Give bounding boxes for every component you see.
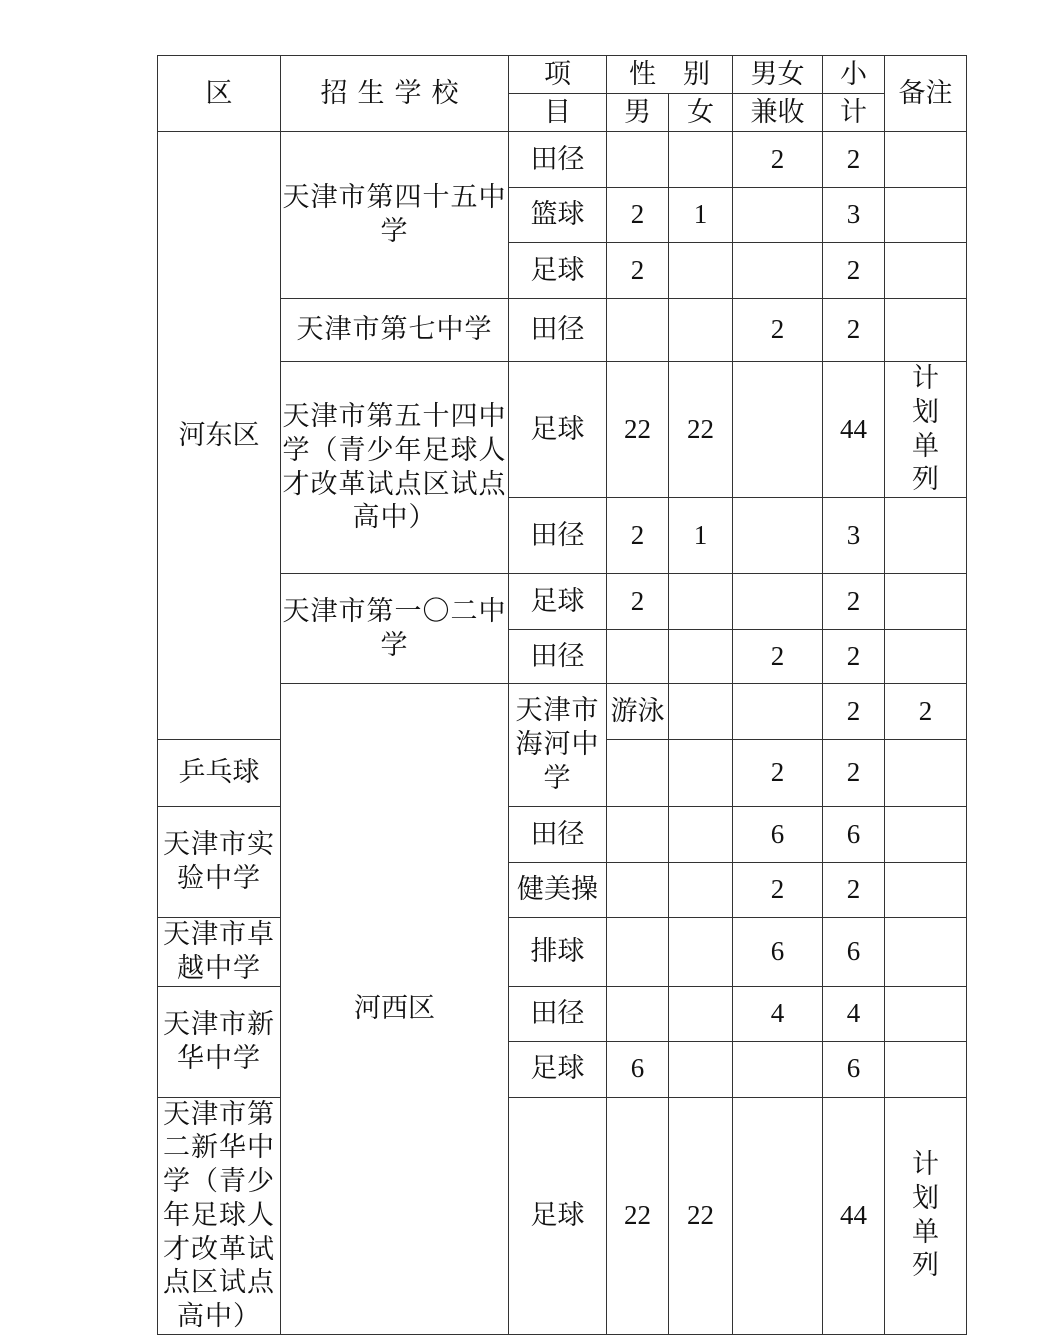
male-cell	[669, 684, 733, 740]
sport-cell: 田径	[509, 299, 607, 362]
subtotal-cell: 4	[823, 986, 885, 1041]
subtotal-cell: 2	[823, 132, 885, 188]
subtotal-cell: 2	[823, 630, 885, 684]
sport-cell: 游泳	[607, 684, 669, 740]
female-cell	[669, 986, 733, 1041]
remark-cell	[885, 574, 967, 630]
mixed-cell	[733, 498, 823, 574]
school-cell: 天津市第一〇二中学	[281, 574, 509, 684]
school-cell: 天津市卓越中学	[158, 918, 281, 987]
female-cell: 22	[669, 1097, 733, 1334]
header-project-top: 项	[509, 56, 607, 94]
mixed-cell	[733, 574, 823, 630]
mixed-cell: 2	[733, 630, 823, 684]
sport-cell: 足球	[509, 243, 607, 299]
school-cell: 天津市海河中学	[509, 684, 607, 807]
female-cell: 1	[669, 188, 733, 243]
subtotal-cell: 44	[823, 1097, 885, 1334]
male-cell	[607, 918, 669, 987]
mixed-cell	[733, 188, 823, 243]
sport-cell: 田径	[509, 807, 607, 863]
sport-cell: 排球	[509, 918, 607, 987]
male-cell: 2	[607, 188, 669, 243]
remark-cell	[885, 986, 967, 1041]
female-cell	[733, 684, 823, 740]
mixed-cell: 6	[733, 918, 823, 987]
table-row	[158, 807, 967, 863]
subtotal-cell: 3	[823, 188, 885, 243]
mixed-cell: 2	[733, 863, 823, 918]
subtotal-cell: 6	[823, 918, 885, 987]
remark-cell	[885, 243, 967, 299]
female-cell	[669, 243, 733, 299]
subtotal-cell: 2	[823, 299, 885, 362]
remark-cell	[885, 863, 967, 918]
sport-cell: 田径	[509, 630, 607, 684]
school-cell: 天津市实验中学	[158, 807, 281, 918]
sport-cell: 田径	[509, 498, 607, 574]
mixed-cell: 2	[823, 684, 885, 740]
male-cell: 2	[607, 574, 669, 630]
female-cell	[669, 807, 733, 863]
male-cell	[607, 807, 669, 863]
remark-cell	[885, 740, 967, 807]
header-school: 招生学校	[281, 56, 509, 132]
sport-cell: 篮球	[509, 188, 607, 243]
header-gender: 性 别	[607, 56, 733, 94]
remark-cell	[885, 807, 967, 863]
male-cell	[607, 299, 669, 362]
subtotal-cell: 2	[823, 740, 885, 807]
sport-cell: 田径	[509, 986, 607, 1041]
sport-cell: 足球	[509, 1097, 607, 1334]
header-project-bottom: 目	[509, 94, 607, 132]
female-cell	[669, 740, 733, 807]
table-row	[158, 132, 967, 188]
sport-cell: 乒乓球	[158, 740, 281, 807]
male-cell	[607, 986, 669, 1041]
male-cell	[607, 863, 669, 918]
remark-cell	[885, 1041, 967, 1097]
table-row	[158, 986, 967, 1041]
remark-cell: 计划单列	[885, 1097, 967, 1334]
remark-cell	[885, 299, 967, 362]
sport-cell: 田径	[509, 132, 607, 188]
remark-cell	[885, 630, 967, 684]
header-female: 女	[669, 94, 733, 132]
sport-cell: 健美操	[509, 863, 607, 918]
enrollment-table	[157, 55, 967, 1335]
male-cell: 22	[607, 1097, 669, 1334]
subtotal-cell: 6	[823, 807, 885, 863]
header-subtotal-bottom: 计	[823, 94, 885, 132]
subtotal-cell: 6	[823, 1041, 885, 1097]
school-cell: 天津市第四十五中学	[281, 132, 509, 299]
table-row	[158, 1097, 967, 1334]
male-cell: 2	[607, 243, 669, 299]
subtotal-cell: 2	[823, 574, 885, 630]
header-subtotal-top: 小	[823, 56, 885, 94]
mixed-cell: 6	[733, 807, 823, 863]
female-cell	[669, 132, 733, 188]
mixed-cell: 4	[733, 986, 823, 1041]
remark-cell: 计划单列	[885, 362, 967, 498]
sport-cell: 足球	[509, 574, 607, 630]
female-cell: 22	[669, 362, 733, 498]
table-row	[158, 918, 967, 987]
school-cell: 天津市新华中学	[158, 986, 281, 1097]
subtotal-cell: 3	[823, 498, 885, 574]
subtotal-cell: 2	[823, 243, 885, 299]
female-cell	[669, 630, 733, 684]
subtotal-cell: 2	[823, 863, 885, 918]
female-cell	[669, 299, 733, 362]
male-cell: 22	[607, 362, 669, 498]
subtotal-cell: 2	[885, 684, 967, 740]
header-remark: 备注	[885, 56, 967, 132]
female-cell	[669, 918, 733, 987]
male-cell	[607, 740, 669, 807]
remark-cell	[885, 188, 967, 243]
sport-cell: 足球	[509, 362, 607, 498]
female-cell	[669, 574, 733, 630]
remark-cell	[885, 498, 967, 574]
school-cell: 天津市第七中学	[281, 299, 509, 362]
male-cell: 6	[607, 1041, 669, 1097]
mixed-cell	[733, 243, 823, 299]
school-cell: 天津市第五十四中学（青少年足球人才改革试点区试点高中）	[281, 362, 509, 574]
remark-cell	[885, 918, 967, 987]
male-cell	[607, 132, 669, 188]
female-cell	[669, 863, 733, 918]
header-mixed-top: 男女	[733, 56, 823, 94]
mixed-cell	[733, 362, 823, 498]
district-cell: 河西区	[281, 684, 509, 1335]
mixed-cell: 2	[733, 740, 823, 807]
remark-cell	[885, 132, 967, 188]
mixed-cell	[733, 1097, 823, 1334]
male-cell	[607, 630, 669, 684]
male-cell: 2	[607, 498, 669, 574]
mixed-cell: 2	[733, 132, 823, 188]
header-mixed-bottom: 兼收	[733, 94, 823, 132]
mixed-cell: 2	[733, 299, 823, 362]
header-district: 区	[158, 56, 281, 132]
female-cell: 1	[669, 498, 733, 574]
sport-cell: 足球	[509, 1041, 607, 1097]
mixed-cell	[733, 1041, 823, 1097]
school-cell: 天津市第二新华中学（青少年足球人才改革试点区试点高中）	[158, 1097, 281, 1334]
female-cell	[669, 1041, 733, 1097]
header-male: 男	[607, 94, 669, 132]
subtotal-cell: 44	[823, 362, 885, 498]
district-cell: 河东区	[158, 132, 281, 740]
